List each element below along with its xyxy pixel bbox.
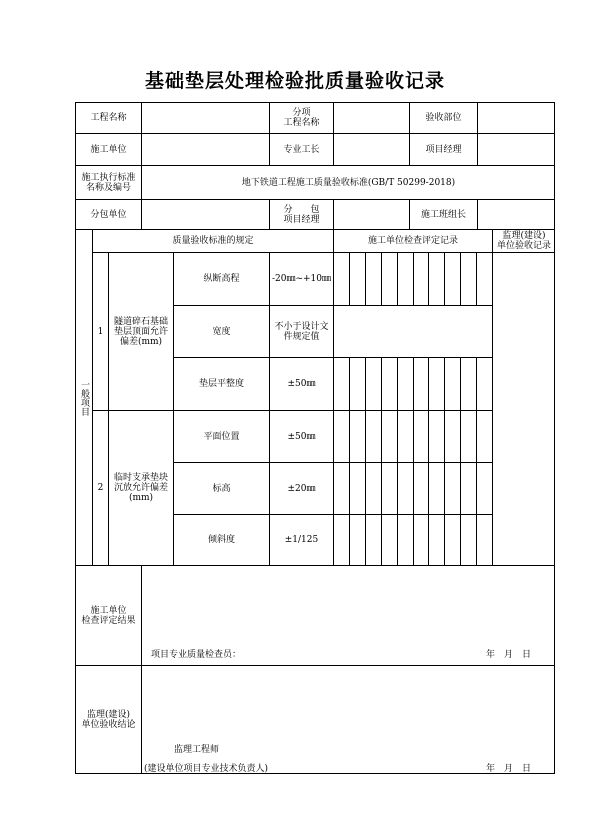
foreman-label: 专业工长 (270, 134, 334, 166)
check-cell[interactable] (445, 253, 461, 306)
item-name: 宽度 (174, 306, 270, 358)
check-cell[interactable] (334, 358, 350, 411)
group-number: 1 (93, 253, 109, 411)
check-cell[interactable] (366, 358, 382, 411)
project-name-label: 工程名称 (76, 103, 142, 134)
general-items-label: 一般项目 (76, 230, 93, 566)
check-cell[interactable] (334, 515, 350, 566)
subcontract-pm-field[interactable] (334, 200, 410, 230)
check-cell[interactable] (429, 358, 445, 411)
check-cell[interactable] (477, 463, 493, 515)
inspection-part-field[interactable] (478, 103, 555, 134)
item-name: 倾斜度 (174, 515, 270, 566)
check-cell[interactable] (445, 463, 461, 515)
check-cell[interactable] (382, 253, 398, 306)
check-cell[interactable] (334, 411, 350, 463)
check-cell[interactable] (350, 358, 366, 411)
check-cell[interactable] (350, 411, 366, 463)
check-cell[interactable] (334, 463, 350, 515)
item-name: 垫层平整度 (174, 358, 270, 411)
check-cell[interactable] (414, 463, 429, 515)
tech-lead-label: (建设单位项目专业技术负责人) (144, 764, 269, 774)
item-name: 标高 (174, 463, 270, 515)
check-cell[interactable] (334, 306, 493, 358)
check-cell[interactable] (477, 253, 493, 306)
spec-header: 质量验收标准的规定 (93, 230, 334, 253)
supervision-header: 监理(建设) 单位验收记录 (493, 230, 555, 253)
supervision-record-field[interactable] (493, 253, 555, 566)
subcontract-pm-label: 分 包 项目经理 (270, 200, 334, 230)
subcontract-unit-field[interactable] (142, 200, 270, 230)
date-label-2: 年 月 日 (486, 764, 532, 774)
inspection-part-label: 验收部位 (410, 103, 478, 134)
check-cell[interactable] (382, 411, 398, 463)
check-cell[interactable] (477, 515, 493, 566)
item-spec: ±50㎜ (270, 411, 334, 463)
check-cell[interactable] (429, 515, 445, 566)
item-spec: ±50㎜ (270, 358, 334, 411)
page-title: 基础垫层处理检验批质量验收记录 (144, 70, 445, 92)
check-cell[interactable] (382, 358, 398, 411)
standard-value: 地下铁道工程施工质量验收标准(GB/T 50299-2018) (142, 166, 555, 200)
check-cell[interactable] (414, 358, 429, 411)
group-number: 2 (93, 411, 109, 566)
sub-project-name-label: 分项 工程名称 (270, 103, 334, 134)
check-cell[interactable] (477, 411, 493, 463)
check-cell[interactable] (398, 358, 414, 411)
check-cell[interactable] (414, 253, 429, 306)
check-cell[interactable] (461, 515, 477, 566)
check-cell[interactable] (366, 515, 382, 566)
check-cell[interactable] (350, 253, 366, 306)
check-cell[interactable] (382, 515, 398, 566)
check-cell[interactable] (350, 463, 366, 515)
check-cell[interactable] (366, 411, 382, 463)
engineer-label: 监理工程师 (174, 745, 220, 755)
check-record-grid[interactable] (334, 253, 493, 566)
check-cell[interactable] (429, 411, 445, 463)
check-cell[interactable] (366, 253, 382, 306)
check-cell[interactable] (398, 411, 414, 463)
check-cell[interactable] (398, 515, 414, 566)
construction-unit-field[interactable] (142, 134, 270, 166)
supervision-conclusion-label: 监理(建设) 单位验收结论 (76, 666, 142, 773)
team-leader-field[interactable] (478, 200, 555, 230)
check-cell[interactable] (398, 463, 414, 515)
item-spec: ±1/125 (270, 515, 334, 566)
group-title: 隧道碎石基础垫层顶面允许偏差(mm) (109, 253, 174, 411)
check-header: 施工单位检查评定记录 (334, 230, 493, 253)
check-cell[interactable] (382, 463, 398, 515)
check-cell[interactable] (461, 253, 477, 306)
item-name: 平面位置 (174, 411, 270, 463)
item-spec: -20㎜~+10㎜ (270, 253, 334, 306)
check-cell[interactable] (414, 515, 429, 566)
standard-label: 施工执行标准 名称及编号 (76, 166, 142, 200)
project-name-field[interactable] (142, 103, 270, 134)
check-cell[interactable] (366, 463, 382, 515)
check-cell[interactable] (334, 253, 350, 306)
check-cell[interactable] (461, 358, 477, 411)
check-cell[interactable] (445, 358, 461, 411)
check-cell[interactable] (461, 411, 477, 463)
project-manager-label: 项目经理 (410, 134, 478, 166)
date-label: 年 月 日 (486, 650, 532, 660)
group-title: 临时支承垫块沉放允许偏差(mm) (109, 411, 174, 566)
check-cell[interactable] (477, 358, 493, 411)
supervision-conclusion-field[interactable] (142, 666, 555, 773)
item-name: 纵断高程 (174, 253, 270, 306)
subcontract-unit-label: 分包单位 (76, 200, 142, 230)
check-cell[interactable] (414, 411, 429, 463)
construction-unit-label: 施工单位 (76, 134, 142, 166)
construction-result-label: 施工单位 检查评定结果 (76, 566, 142, 666)
quality-inspector-label: 项目专业质量检查员： (151, 650, 242, 660)
check-cell[interactable] (429, 463, 445, 515)
item-spec: 不小于设计文件规定值 (270, 306, 334, 358)
team-leader-label: 施工班组长 (410, 200, 478, 230)
check-cell[interactable] (429, 253, 445, 306)
record-form (75, 102, 555, 774)
project-manager-field[interactable] (478, 134, 555, 166)
item-spec: ±20㎜ (270, 463, 334, 515)
check-cell[interactable] (445, 515, 461, 566)
check-cell[interactable] (350, 515, 366, 566)
sub-project-name-field[interactable] (334, 103, 410, 134)
foreman-field[interactable] (334, 134, 410, 166)
check-cell[interactable] (445, 411, 461, 463)
check-cell[interactable] (461, 463, 477, 515)
check-cell[interactable] (398, 253, 414, 306)
